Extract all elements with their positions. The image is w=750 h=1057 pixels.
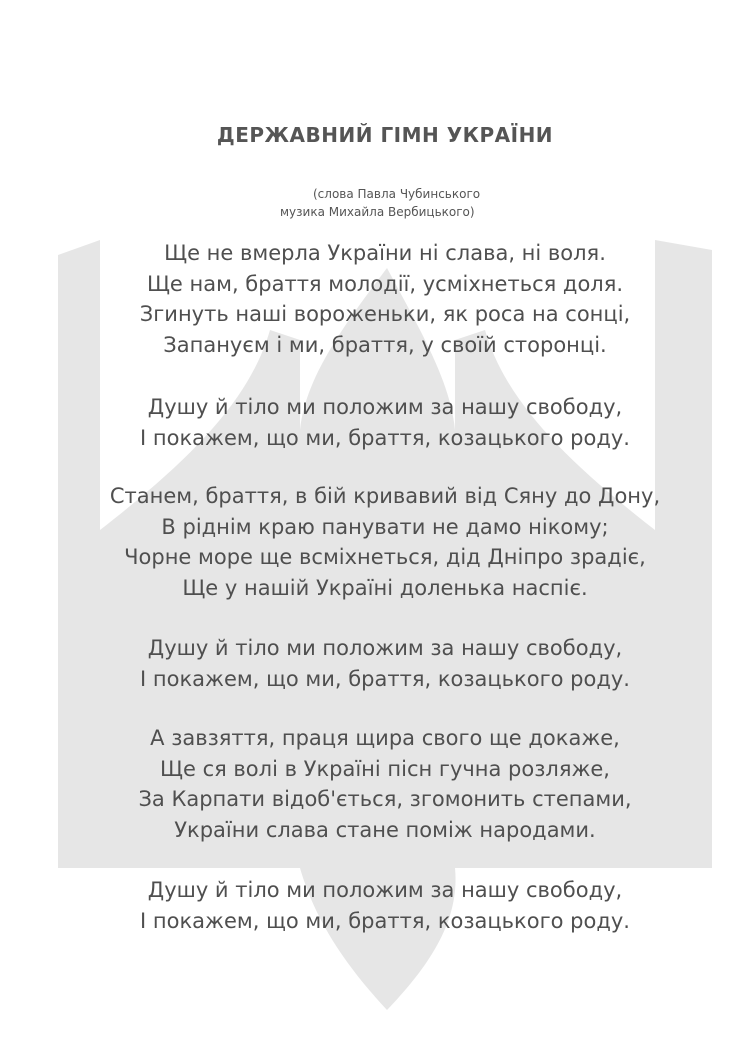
stanza [0,481,750,603]
lyric-line: Ще ся волі в Україні пісн гучна розляже, [160,756,610,781]
lyric-line: І покажем, що ми, браття, козацького роду. [140,666,630,691]
lyric-line: Душу й тіло ми положим за нашу свободу, [147,395,623,419]
page-title: ДЕРЖАВНИЙ ГІМН УКРАЇНИ [216,123,554,147]
chorus [0,633,750,694]
lyric-line: Чорне море ще всміхнеться, дід Дніпро зрадіє, [124,545,646,569]
stanza [0,238,750,360]
lyric-line: Згинуть наші вороженьки, як роса на сонці, [139,302,631,326]
lyric-line: Ще не вмерла України ні слава, ні воля. [164,241,606,265]
lyric-line: І покажем, що ми, браття, козацького роду. [140,908,630,933]
lyric-line: Душу й тіло ми положим за нашу свободу, [147,878,623,902]
lyric-line: Душу й тіло ми положим за нашу свободу, [147,636,623,660]
credits [280,185,480,221]
chorus [0,875,750,936]
lyric-line: І покажем, що ми, браття, козацького роду. [140,425,630,450]
stanza [0,723,750,845]
credits-line: музика Михайла Вербицького) [280,205,475,219]
lyric-line: України слава стане поміж народами. [174,817,596,842]
lyric-line: В ріднім краю панувати не дамо нікому; [161,514,609,539]
lyric-line: Ще у нашій Україні доленька наспіє. [182,575,588,600]
chorus [0,392,750,453]
lyric-line: Ще нам, браття молодії, усміхнеться доля. [146,271,624,296]
credits-line: (слова Павла Чубинського [313,187,481,201]
lyric-line: За Карпати відоб'ється, згомонить степами, [138,787,632,811]
lyric-line: А завзяття, праця щира свого ще докаже, [150,726,620,750]
lyric-line: Станем, браття, в бій кривавий від Сяну до Дону, [109,484,661,508]
lyric-line: Запануєм і ми, браття, у своїй сторонці. [163,332,607,357]
